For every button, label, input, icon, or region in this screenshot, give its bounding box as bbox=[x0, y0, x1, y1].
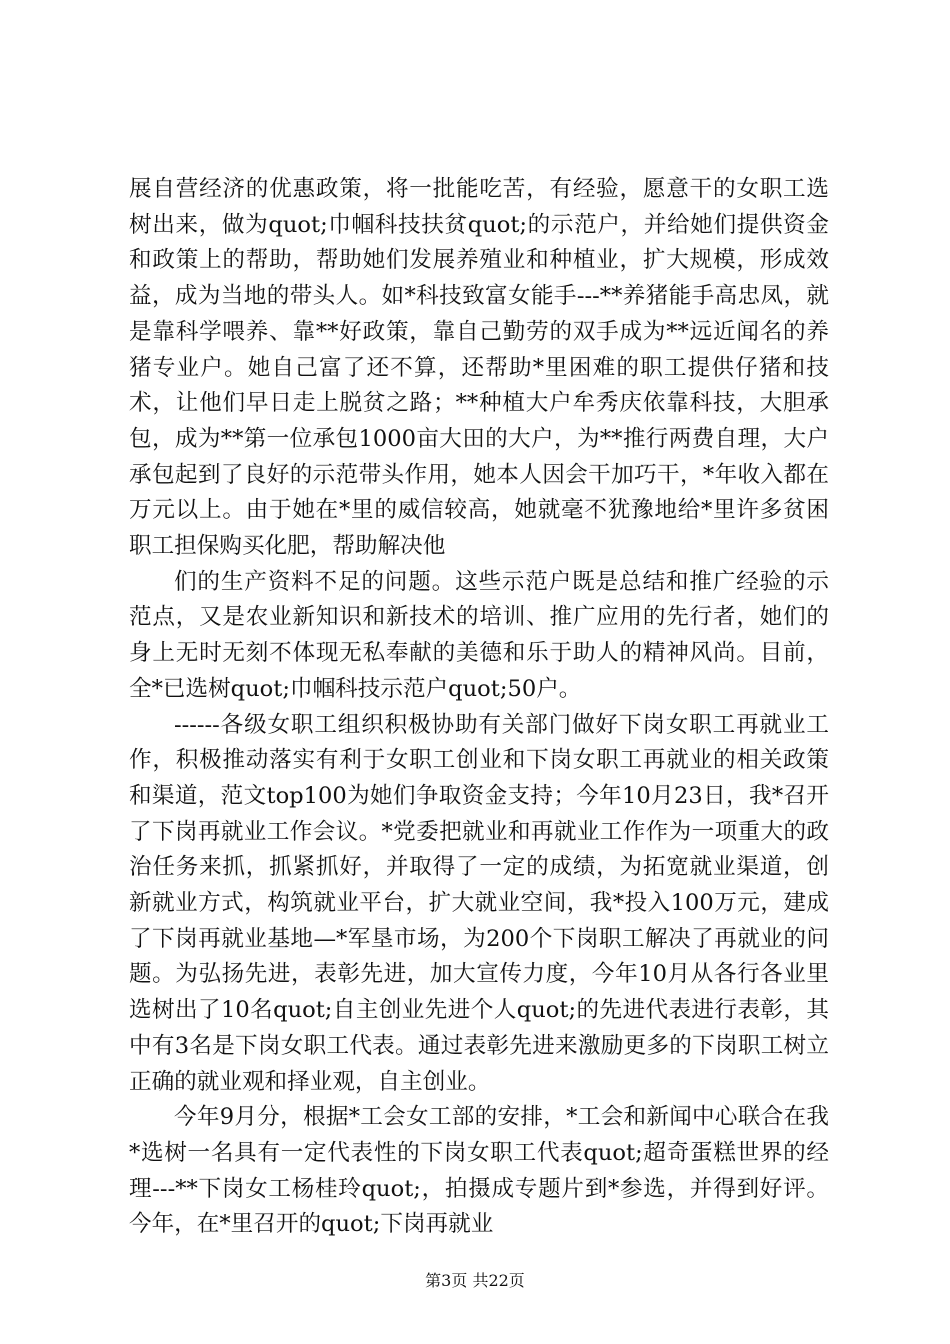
document-body bbox=[129, 172, 829, 1243]
paragraph-3: ------各级女职工组织积极协助有关部门做好下岗女职工再就业工作，积极推动落实有利于女职工创业和下岗女职工再就业的相关政策和渠道，范文top100为她们争取资金支持；今年10月23日，我*召开了下岗再就业工作会议。*党委把就业和再就业工作作为一项重大的政治任务来抓，抓紧抓好，并取得了一定的成绩，为拓宽就业渠道，创新就业方式，构筑就业平台，扩大就业空间，我*投入100万元，建成了下岗再就业基地—*军垦市场，为200个下岗职工解决了再就业的问题。为弘扬先进，表彰先进，加大宣传力度，今年10月从各行各业里选树出了10名quot;自主创业先进个人quot;的先进代表进行表彰，其中有3名是下岗女职工代表。通过表彰先进来激励更多的下岗职工树立正确的就业观和择业观，自主创业。 bbox=[129, 711, 829, 1095]
page-number-footer: 第3页 共22页 bbox=[425, 1271, 525, 1290]
paragraph-2: 们的生产资料不足的问题。这些示范户既是总结和推广经验的示范点，又是农业新知识和新技术的培训、推广应用的先行者，她们的身上无时无刻不体现无私奉献的美德和乐于助人的精神风尚。目前，全*已选树quot;巾帼科技示范户quot;50户。 bbox=[129, 568, 829, 702]
paragraph-4: 今年9月分，根据*工会女工部的安排，*工会和新闻中心联合在我*选树一名具有一定代表性的下岗女职工代表quot;超奇蛋糕世界的经理---**下岗女工杨桂玲quot;，拍摄成专题片到*参选，并得到好评。今年，在*里召开的quot;下岗再就业 bbox=[129, 1104, 829, 1238]
paragraph-1: 展自营经济的优惠政策，将一批能吃苦，有经验，愿意干的女职工选树出来，做为quot;巾帼科技扶贫quot;的示范户，并给她们提供资金和政策上的帮助，帮助她们发展养殖业和种植业，扩大规模，形成效益，成为当地的带头人。如*科技致富女能手---**养猪能手高忠凤，就是靠科学喂养、靠**好政策，靠自己勤劳的双手成为**远近闻名的养猪专业户。她自己富了还不算，还帮助*里困难的职工提供仔猪和技术，让他们早日走上脱贫之路；**种植大户牟秀庆依靠科技，大胆承包，成为**第一位承包1000亩大田的大户，为**推行两费自理，大户承包起到了良好的示范带头作用，她本人因会干加巧干，*年收入都在万元以上。由于她在*里的威信较高，她就毫不犹豫地给*里许多贫困职工担保购买化肥，帮助解决他 bbox=[129, 176, 829, 560]
